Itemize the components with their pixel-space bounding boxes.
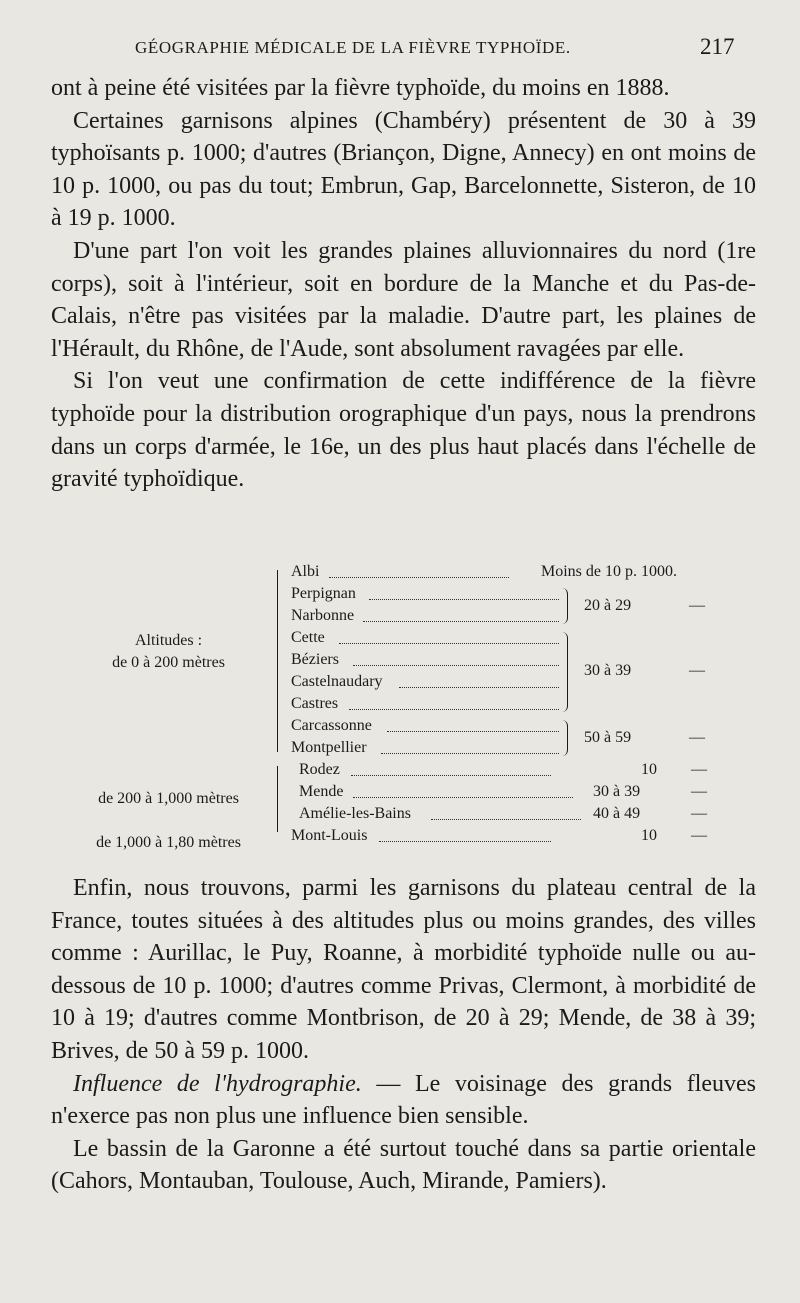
table-row	[291, 783, 751, 805]
paragraph: D'une part l'on voit les grandes plaines alluvionnaires du nord (1re corps), soit à l'intérieur, soit en bordure de la Manche et du Pas-de-Calais, n'être pas visitées par la maladie. D'autre part, les plaines de l'Hérault, du Rhône, de l'Aude, sont absolument ravagées par elle.	[51, 237, 756, 362]
town-name: Mende	[299, 783, 344, 800]
ditto-mark: —	[691, 805, 707, 822]
table-row	[291, 585, 751, 607]
row-brace	[561, 588, 568, 624]
paragraph-text: — Le voisinage des grands fleuves n'exerce pas non plus une influence bien sensible.	[51, 1070, 756, 1130]
morbidity-value: 10	[641, 761, 657, 778]
morbidity-value: 30 à 39	[584, 662, 632, 679]
table-row	[291, 673, 751, 695]
paragraph	[51, 1068, 756, 1133]
ditto-mark: —	[689, 662, 705, 679]
table-row	[291, 563, 751, 585]
morbidity-value: 50 à 59	[584, 729, 632, 746]
town-name: Castelnaudary	[291, 673, 383, 690]
table-row	[291, 739, 751, 761]
table-row	[291, 651, 751, 673]
leader-dots	[353, 651, 559, 666]
leader-dots	[353, 783, 573, 798]
paragraph: Si l'on veut une confirmation de cette indifférence de la fièvre typhoïde pour la distribution orographique d'un pays, nous la prendrons dans un corps d'armée, le 16e, un des plus haut placés dans l'échelle de gravité typhoïdique.	[51, 368, 756, 493]
table-row	[291, 607, 751, 629]
town-name: Amélie-les-Bains	[299, 805, 411, 822]
group-label-line: Altitudes :	[134, 632, 203, 649]
table-row	[291, 717, 751, 739]
leader-dots	[339, 629, 559, 644]
ditto-mark: —	[691, 783, 707, 800]
town-name: Narbonne	[291, 607, 355, 624]
town-name: Perpignan	[291, 585, 356, 602]
morbidity-value: 20 à 29	[584, 597, 632, 614]
row-brace	[561, 632, 568, 712]
town-name: Albi	[291, 563, 320, 580]
group-brace	[277, 766, 278, 832]
group-label-line: de 0 à 200 mètres	[112, 654, 225, 671]
page-number: 217	[700, 34, 735, 59]
leader-dots	[351, 761, 551, 776]
table-row	[291, 695, 751, 717]
town-name: Castres	[291, 695, 339, 712]
table-row	[291, 805, 751, 827]
ditto-mark: —	[691, 827, 707, 844]
ditto-mark: —	[691, 761, 707, 778]
morbidity-value: 30 à 39	[593, 783, 641, 800]
ditto-mark: —	[689, 597, 705, 614]
ditto-mark: —	[689, 729, 705, 746]
group-label	[61, 630, 276, 674]
morbidity-value: 40 à 49	[593, 805, 641, 822]
town-name: Carcassonne	[291, 717, 372, 734]
paragraph: Certaines garnisons alpines (Chambéry) présentent de 30 à 39 typhoïsants p. 1000; d'autres (Briançon, Digne, Annecy) en ont moins de 10 p. 1000, ou pas du tout; Embrun, Gap, Barcelonnette, Sisteron, de 10 à 19 p. 1000.	[51, 107, 756, 232]
town-name: Montpellier	[291, 739, 367, 756]
leader-dots	[399, 673, 559, 688]
group-brace	[277, 570, 278, 752]
town-name: Cette	[291, 629, 325, 646]
table-row	[291, 827, 751, 849]
table-row	[291, 629, 751, 651]
morbidity-value: Moins de 10 p. 1000.	[541, 563, 677, 580]
morbidity-value: 10	[641, 827, 657, 844]
row-brace	[561, 720, 568, 756]
body-text-top	[51, 72, 756, 496]
town-name: Rodez	[299, 761, 340, 778]
leader-dots	[349, 695, 559, 710]
leader-dots	[387, 717, 559, 732]
leader-dots	[379, 827, 551, 842]
town-name: Mont-Louis	[291, 827, 368, 844]
section-heading: Influence de l'hydrographie.	[73, 1070, 362, 1097]
paragraph: Enfin, nous trouvons, parmi les garnisons du plateau central de la France, toutes situées à des altitudes plus ou moins grandes, des villes comme : Aurillac, le Puy, Roanne, à morbidité typhoïde nulle ou au-dessous de 10 p. 1000; d'autres comme Privas, Clermont, à morbidité de 10 à 19; d'autres comme Montbrison, de 20 à 29; Mende, de 38 à 39; Brives, de 50 à 59 p. 1000.	[51, 875, 756, 1064]
town-name: Béziers	[291, 651, 339, 668]
leader-dots	[369, 585, 559, 600]
group-label: de 1,000 à 1,80 mètres	[96, 834, 241, 851]
leader-dots	[431, 805, 581, 820]
table-row	[291, 761, 751, 783]
page-header	[0, 34, 800, 64]
leader-dots	[381, 739, 559, 754]
altitude-table	[51, 560, 756, 860]
body-text-bottom	[51, 872, 756, 1198]
leader-dots	[329, 563, 509, 578]
leader-dots	[363, 607, 559, 622]
paragraph: ont à peine été visitées par la fièvre typhoïde, du moins en 1888.	[51, 75, 670, 101]
paragraph: Le bassin de la Garonne a été surtout touché dans sa partie orientale (Cahors, Montauban, Toulouse, Auch, Mirande, Pamiers).	[51, 1135, 756, 1195]
group-label: de 200 à 1,000 mètres	[98, 790, 239, 807]
running-title: GÉOGRAPHIE MÉDICALE DE LA FIÈVRE TYPHOÏDE.	[135, 38, 571, 57]
